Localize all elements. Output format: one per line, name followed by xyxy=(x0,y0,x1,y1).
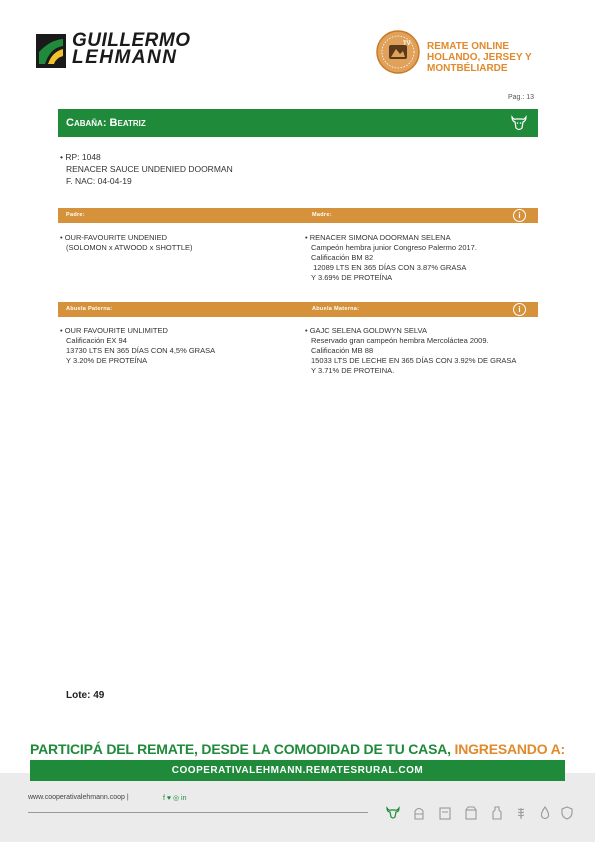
abuela-paterna-details xyxy=(60,326,300,366)
madre-details xyxy=(305,233,540,283)
shield-leaf-icon xyxy=(560,806,574,820)
website-link[interactable]: www.cooperativalehmann.coop | xyxy=(28,794,129,801)
cta-highlight-text: INGRESANDO A: xyxy=(450,741,565,757)
cta-banner xyxy=(0,741,595,757)
parents-header-bar xyxy=(58,208,538,223)
abuela-paterna-calificacion: Calificación EX 94 xyxy=(66,336,127,345)
animal-birth-date: F. NAC: 04-04-19 xyxy=(66,176,132,186)
info-icon[interactable]: i xyxy=(513,209,526,222)
padre-details xyxy=(60,233,300,253)
abuela-paterna-name-value: OUR FAVOURITE UNLIMITED xyxy=(64,326,168,335)
remate-title-line-2: HOLANDO, JERSEY Y MONTBÉLIARDE xyxy=(427,52,532,74)
padre-lineage: (SOLOMON x ATWOOD x SHOTTLE) xyxy=(66,243,193,252)
madre-name: • RENACER SIMONA DOORMAN SELENA xyxy=(305,233,451,242)
logo-line-2: LEHMANN xyxy=(72,47,178,68)
abuela-materna-award: Reservado gran campeón hembra Mercoláctea 2009. xyxy=(311,336,489,345)
cow-head-icon xyxy=(510,114,528,132)
footer-band xyxy=(0,773,595,842)
cabana-title: Cabaña: Beatriz xyxy=(66,117,146,129)
abuela-paterna-protein: Y 3.20% DE PROTEÍNA xyxy=(66,356,148,365)
info-icon[interactable]: i xyxy=(513,303,526,316)
madre-award: Campeón hembra junior Congreso Palermo 2017. xyxy=(311,243,477,252)
madre-production: 12089 LTS EN 365 DÍAS CON 3.87% GRASA xyxy=(311,263,467,272)
abuela-materna-production: 15033 LTS DE LECHE EN 365 DÍAS CON 3.92% DE GRASA xyxy=(311,356,517,365)
madre-calificacion: Calificación BM 82 xyxy=(311,253,374,262)
padre-name: • OUR-FAVOURITE UNDENIED xyxy=(60,233,168,242)
footer-divider xyxy=(28,812,368,813)
madre-protein: Y 3.69% DE PROTEÍNA xyxy=(311,273,393,282)
abuela-materna-name-value: GAJC SELENA GOLDWYN SELVA xyxy=(309,326,427,335)
padre-label: Padre: xyxy=(66,212,85,218)
feed-bag-icon xyxy=(438,806,452,820)
remate-title xyxy=(427,41,595,74)
abuela-paterna-production: 13730 LTS EN 365 DÍAS CON 4,5% GRASA xyxy=(66,346,216,355)
grandparents-header-bar xyxy=(58,302,538,317)
guillermo-lehmann-logo-icon xyxy=(36,34,66,68)
abuela-materna-name: • GAJC SELENA GOLDWYN SELVA xyxy=(305,326,427,335)
page-number: Pag.: 13 xyxy=(508,94,535,101)
abuela-paterna-name: • OUR FAVOURITE UNLIMITED xyxy=(60,326,168,335)
drop-icon xyxy=(538,806,552,820)
abuela-paterna-label: Abuela Paterna: xyxy=(66,306,113,312)
social-icons[interactable]: f ♥ ◎ in xyxy=(163,795,187,802)
cow-icon xyxy=(386,806,400,820)
wheat-icon xyxy=(514,806,528,820)
badge-tv-text: TV xyxy=(403,41,411,47)
logo-line-1: GUILLERMO xyxy=(72,30,191,51)
animal-name: RENACER SAUCE UNDENIED DOORMAN xyxy=(66,164,233,174)
abuela-materna-protein: Y 3.71% DE PROTEINA. xyxy=(311,366,395,375)
bottle-icon xyxy=(490,806,504,820)
remate-title-line-1: REMATE ONLINE xyxy=(427,41,510,52)
abuela-materna-label: Abuela Materna: xyxy=(312,306,360,312)
company-logo-text xyxy=(72,32,191,66)
store-icon xyxy=(464,806,478,820)
animal-rp: • RP: 1048 xyxy=(60,152,101,162)
abuela-materna-calificacion: Calificación MB 88 xyxy=(311,346,374,355)
animal-info xyxy=(60,151,233,187)
cta-main-text: PARTICIPÁ DEL REMATE, DESDE LA COMODIDAD DE TU CASA, xyxy=(30,741,451,757)
padre-name-value: OUR-FAVOURITE UNDENIED xyxy=(64,233,168,242)
lote-number: Lote: 49 xyxy=(66,690,105,701)
madre-label: Madre: xyxy=(312,212,332,218)
remate-tv-badge-icon xyxy=(376,30,420,74)
animal-rp-value: RP: 1048 xyxy=(65,152,101,162)
madre-name-value: RENACER SIMONA DOORMAN SELENA xyxy=(309,233,451,242)
silo-icon xyxy=(412,806,426,820)
cta-url-link[interactable]: COOPERATIVALEHMANN.REMATESRURAL.COM xyxy=(171,765,424,776)
abuela-materna-details xyxy=(305,326,545,376)
